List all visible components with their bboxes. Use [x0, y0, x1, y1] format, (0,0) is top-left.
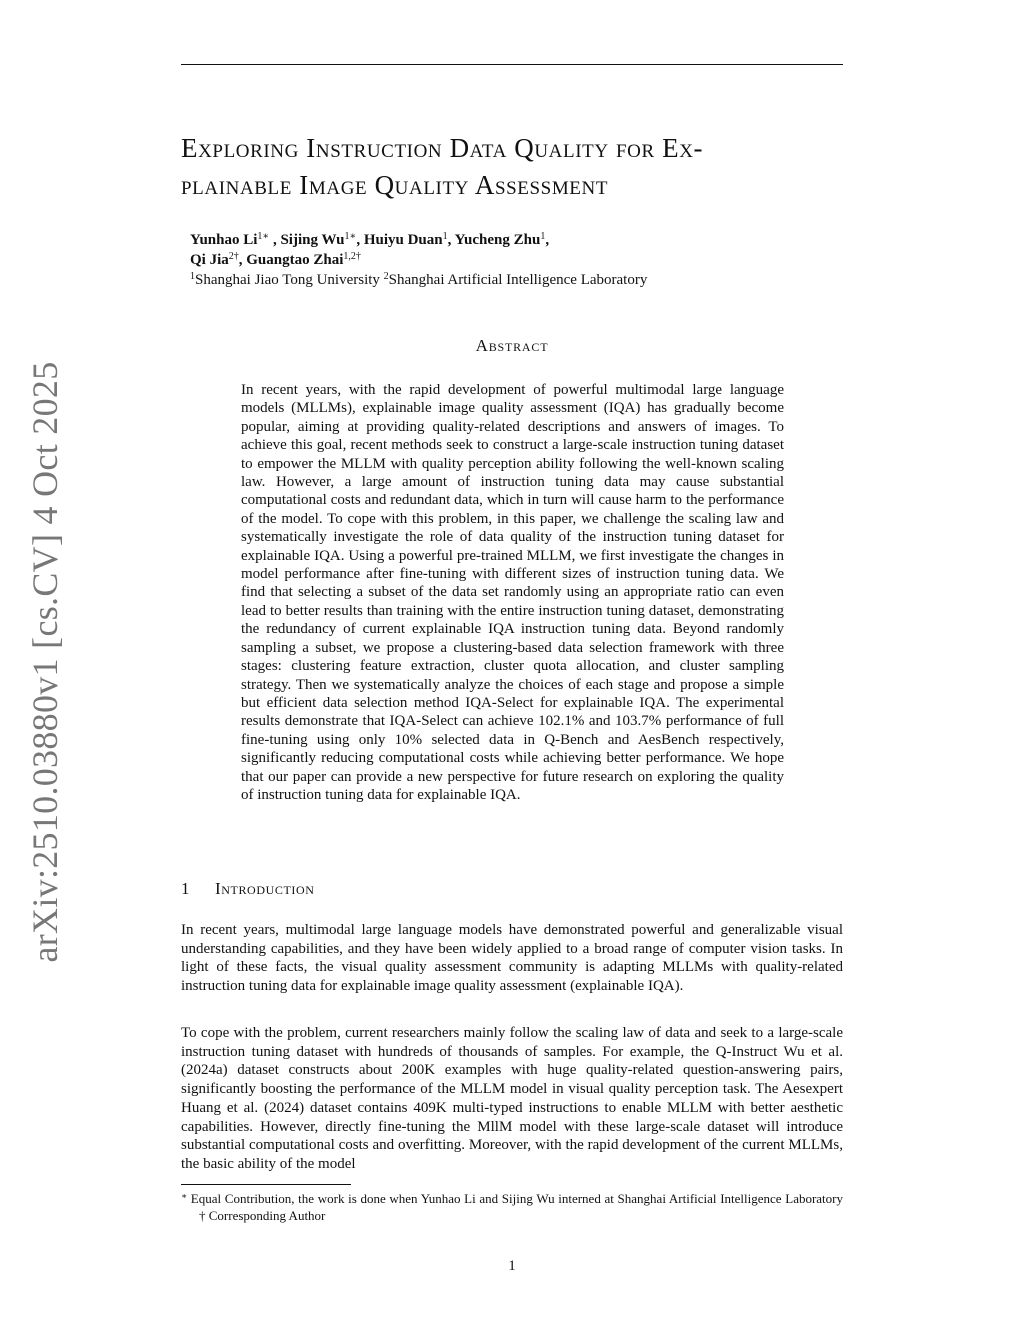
author-affiliation-mark: 1 — [442, 231, 448, 242]
footnote-rule — [181, 1184, 351, 1185]
arxiv-identifier-stamp[interactable]: arXiv:2510.03880v1 [cs.CV] 4 Oct 2025 — [25, 361, 65, 963]
abstract-text: In recent years, with the rapid development of powerful multimodal large language models (MLLMs), explainable image quality assessment (IQA) has gradually become popular, aiming at providing quality-related descriptions and answers of images. To achieve this goal, recent methods seek to construct a large-scale instruction tuning dataset to empower the MLLM with quality perception ability following the well-known scaling law. However, a large amount of instruction tuning data may cause substantial computational costs and redundant data, which in turn will cause harm to the performance of the model. To cope with this problem, in this paper, we challenge the scaling law and systematically investigate the role of data quality of the instruction tuning dataset for explainable IQA. Using a powerful pre-trained MLLM, we first investigate the changes in model performance after fine-tuning with different sizes of instruction tuning data. We find that selecting a subset of the data set randomly using an appropriate ratio can even lead to better results than training with the entire instruction tuning dataset, demonstrating the redundancy of current explainable IQA instruction tuning data. Beyond randomly sampling a subset, we propose a clustering-based data selection framework with three stages: clustering feature extraction, cluster quota allocation, and cluster sampling strategy. Then we systematically analyze the choices of each stage and propose a simple but efficient data selection method IQA-Select for explainable IQA. The experimental results demonstrate that IQA-Select can achieve 102.1% and 103.7% performance of full fine-tuning using only 10% selected data in Q-Bench and AesBench respectively, significantly reducing computational costs while achieving better performance. We hope that our paper can provide a new perspective for future research on exploring the quality of instruction tuning data for explainable IQA. — [241, 382, 784, 803]
footnote-marker: ∗ — [181, 1191, 188, 1201]
page-number: 1 — [508, 1258, 516, 1274]
author-affiliation-mark: 1∗ — [257, 231, 270, 242]
header-rule — [181, 64, 843, 65]
title-line-2 — [181, 170, 608, 200]
abstract-heading: Abstract — [475, 336, 549, 355]
title-line-1 — [181, 133, 703, 163]
affiliation-name: Shanghai Artificial Intelligence Laboratory — [388, 272, 648, 288]
footnote-text: † Corresponding Author — [199, 1208, 326, 1223]
author-separator: , — [545, 232, 550, 248]
author-name: , Yucheng Zhu — [447, 232, 541, 248]
body-paragraph: To cope with the problem, current researchers mainly follow the scaling law of data and seek to a large-scale instruction tuning dataset with hundreds of thousands of samples. For example, the Q-Instruct Wu et al. (2024a) dataset constructs about 200K examples with huge quality-related question-answering pairs, significantly boosting the performance of the MLLM model in visual quality perception task. The Aesexpert Huang et al. (2024) dataset contains 409K multi-typed instructions to enable MLLM with better aesthetic capabilities. However, directly fine-tuning the MllM model with these large-scale dataset will introduce substantial computational costs and overfitting. Moreover, with the rapid development of the current MLLMs, the basic ability of the model — [181, 1025, 843, 1172]
title-text-line-1: Exploring Instruction Data Quality for Ex- — [181, 133, 704, 163]
author-name: Qi Jia — [190, 252, 229, 268]
author-block — [190, 230, 830, 290]
author-name: Yunhao Li — [190, 232, 258, 248]
footnote-text: Equal Contribution, the work is done when Yunhao Li and Sijing Wu interned at Shanghai Artificial Intelligence Laboratory — [187, 1191, 843, 1206]
author-name: , Guangtao Zhai — [238, 252, 344, 268]
author-name: , Huiyu Duan — [356, 232, 443, 248]
author-affiliation-mark: 1∗ — [344, 231, 357, 242]
title-text-line-2: plainable Image Quality Assessment — [181, 170, 609, 200]
author-affiliation-mark: 2† — [228, 251, 239, 262]
paper-title — [181, 130, 851, 204]
affiliation-mark: 2 — [383, 271, 389, 282]
affiliation-mark: 1 — [190, 271, 195, 282]
affiliation-name: Shanghai Jiao Tong University — [195, 272, 384, 288]
section-number: 1 — [181, 879, 191, 898]
body-paragraph: In recent years, multimodal large language models have demonstrated powerful and generalizable visual understanding capabilities, and they have been widely applied to a broad range of computer vision tasks. In light of these facts, the visual quality assessment community is adapting MLLMs with quality-related instruction tuning data for explainable image quality assessment (explainable IQA). — [181, 922, 843, 995]
affiliation-line — [190, 270, 830, 290]
author-line-1 — [190, 230, 830, 250]
author-affiliation-mark: 1,2† — [343, 251, 361, 262]
author-affiliation-mark: 1 — [540, 231, 546, 242]
footnote — [181, 1190, 843, 1224]
section-title: Introduction — [215, 879, 315, 898]
section-heading — [181, 879, 315, 899]
author-line-2 — [190, 250, 830, 270]
author-name: , Sijing Wu — [272, 232, 345, 248]
